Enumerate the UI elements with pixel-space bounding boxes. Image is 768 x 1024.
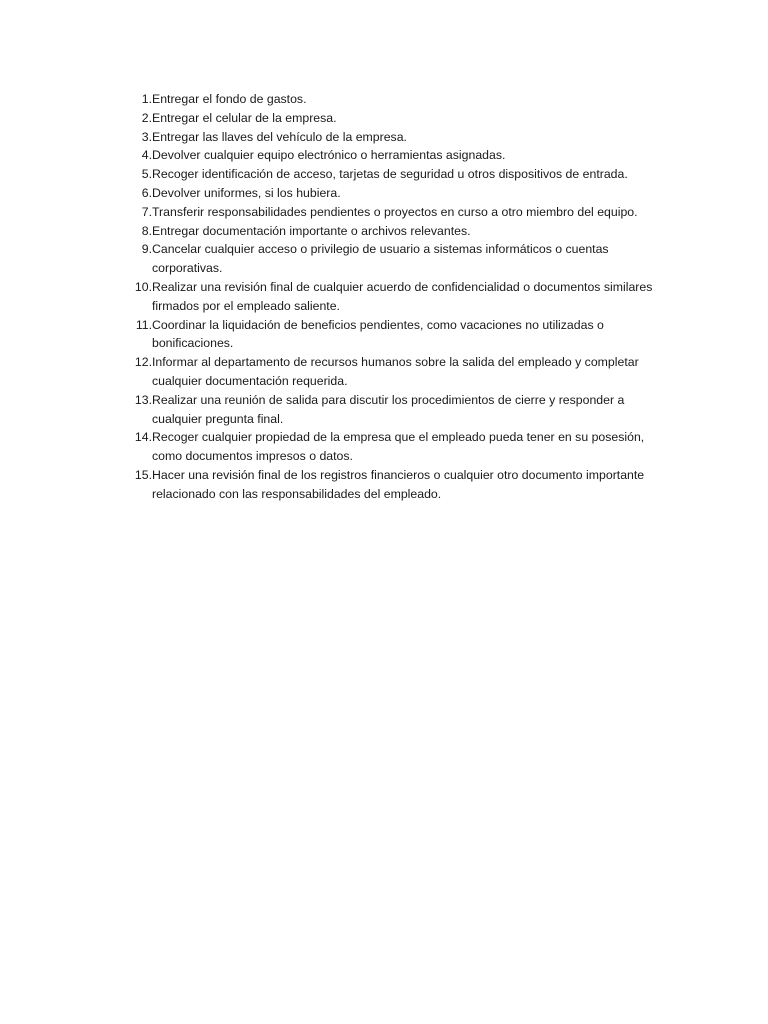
list-item bbox=[126, 165, 666, 184]
item-number: 11. bbox=[135, 317, 152, 332]
list-item bbox=[126, 316, 666, 354]
list-item bbox=[126, 203, 666, 222]
item-number: 2. bbox=[141, 110, 152, 125]
list-item bbox=[126, 466, 666, 504]
item-text: Recoger cualquier propiedad de la empresa que el empleado pueda tener en su posesión, como documentos impresos o datos. bbox=[152, 430, 645, 464]
item-text: Informar al departamento de recursos humanos sobre la salida del empleado y completar cualquier documentación requerida. bbox=[152, 355, 639, 388]
item-text: Entregar el fondo de gastos. bbox=[152, 92, 307, 106]
item-text: Realizar una reunión de salida para discutir los procedimientos de cierre y responder a cualquier pregunta final. bbox=[152, 392, 625, 426]
item-text: Devolver uniformes, si los hubiera. bbox=[152, 185, 341, 200]
item-number: 9. bbox=[141, 242, 152, 257]
item-text: Entregar documentación importante o archivos relevantes. bbox=[152, 223, 471, 238]
item-text: Entregar el celular de la empresa. bbox=[152, 110, 337, 125]
list-item bbox=[126, 90, 666, 109]
item-number: 8. bbox=[141, 223, 152, 238]
list-item bbox=[126, 353, 666, 391]
item-text: Realizar una revisión final de cualquier acuerdo de confidencialidad o documentos similares firmados por el empleado saliente. bbox=[152, 279, 653, 313]
checklist bbox=[126, 90, 666, 504]
item-number: 6. bbox=[141, 185, 152, 200]
list-item bbox=[126, 146, 666, 165]
item-number: 3. bbox=[141, 129, 152, 144]
item-number: 14. bbox=[134, 430, 152, 445]
list-item bbox=[126, 109, 666, 128]
list-item bbox=[126, 222, 666, 241]
item-number: 4. bbox=[141, 148, 152, 163]
list-item bbox=[126, 391, 666, 429]
item-number: 15. bbox=[134, 467, 152, 482]
item-text: Hacer una revisión final de los registros financieros o cualquier otro documento importante relacionado con las responsabilidades del empleado. bbox=[152, 467, 645, 501]
list-item bbox=[126, 428, 666, 466]
list-item bbox=[126, 278, 666, 316]
list-item bbox=[126, 128, 666, 147]
item-text: Entregar las llaves del vehículo de la empresa. bbox=[152, 129, 407, 144]
list-item bbox=[126, 184, 666, 203]
item-number: 10. bbox=[134, 279, 152, 294]
list-item bbox=[126, 240, 666, 278]
item-text: Devolver cualquier equipo electrónico o herramientas asignadas. bbox=[152, 148, 506, 163]
item-number: 5. bbox=[141, 167, 152, 182]
item-text: Cancelar cualquier acceso o privilegio de usuario a sistemas informáticos o cuentas corporativas. bbox=[152, 242, 609, 276]
item-number: 13. bbox=[134, 392, 152, 407]
item-text: Transferir responsabilidades pendientes o proyectos en curso a otro miembro del equipo. bbox=[152, 204, 638, 219]
item-text: Coordinar la liquidación de beneficios pendientes, como vacaciones no utilizadas o bonificaciones. bbox=[152, 317, 604, 351]
item-number: 7. bbox=[141, 204, 152, 219]
item-number: 1. bbox=[141, 92, 152, 106]
item-text: Recoger identificación de acceso, tarjetas de seguridad u otros dispositivos de entrada. bbox=[152, 167, 628, 182]
item-number: 12. bbox=[134, 355, 152, 370]
